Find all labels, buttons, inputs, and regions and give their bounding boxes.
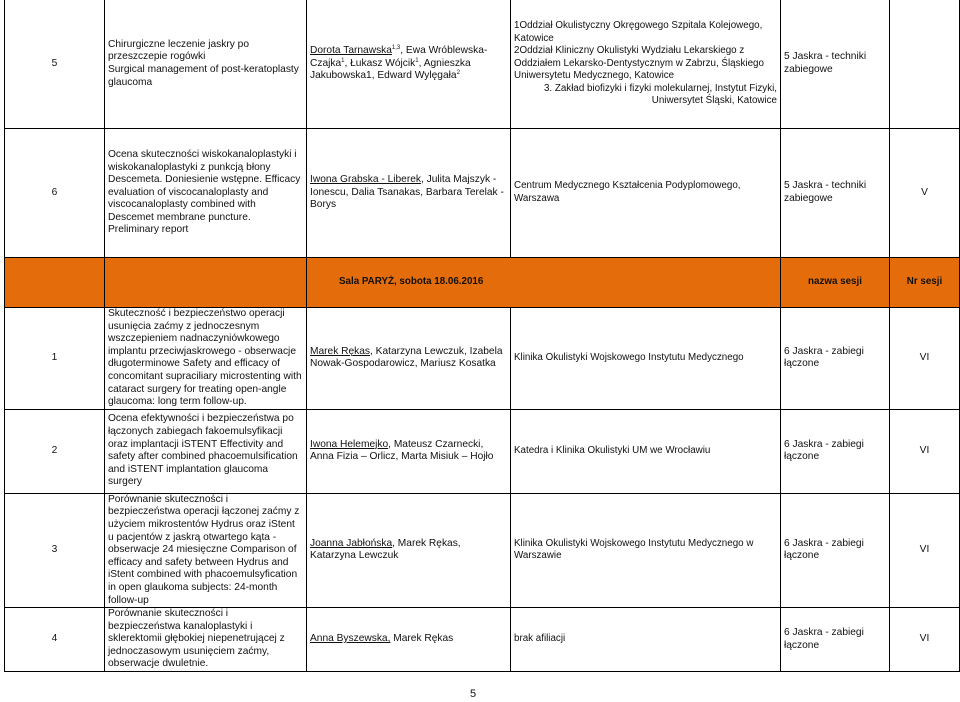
talk-row-6 [5,129,960,258]
presenting-author: Anna Byszewska, [310,633,391,645]
talk-title: Skuteczność i bezpieczeństwo operacji usunięcia zaćmy z jednoczesnym wszczepieniem nadnaczyniówkowego implantu przeciwjaskrowego - obserwacje długoterminowe Safety and efficacy of concomitant supraciliary microstenting with cataract surgery for treating open-angle glaucoma: long term follow-up. [105,308,307,410]
talk-title: Porównanie skuteczności i bezpieczeństwa kanaloplastyki i sklerektomii głębokiej niepenetrującej z jednoczasowym usunięciem zaćmy, obserwacje dwuletnie. [105,608,307,672]
room-date: Sala PARYŻ, sobota 18.06.2016 [307,258,781,308]
session-name: 6 Jaskra - zabiegi łączone [781,493,890,607]
session-header-row [5,258,960,308]
talk-number: 2 [5,409,105,493]
session-number: VI [890,409,960,493]
talk-authors: Anna Byszewska, Marek Rękas [307,608,511,672]
affiliation-1: 1Oddział Okulistyczny Okręgowego Szpitala Kolejowego, Katowice [514,19,763,44]
presenting-author: Marek Rękas [310,345,371,357]
talk-number: 3 [5,493,105,607]
talk-row-3 [5,493,960,607]
talk-title: Porównanie skuteczności i bezpieczeństwa operacji łączonej zaćmy z użyciem mikrostentów Hydrus oraz iStent u pacjentów z jaskrą otwartego kąta - obserwacje 24 miesięczne Comparison of efficacy and safety between Hydrus and iStent combined with phacoemulsyfication in open glaukoma subjects: 24-month follow-up [105,493,307,607]
talk-authors: Joanna Jabłońska, Marek Rękas, Katarzyna Lewczuk [307,493,511,607]
talk-authors: Dorota Tarnawska$^{1,3}$, Ewa Wróblewska-Czajka$^1$, Łukasz Wójcik$^1$, Agnieszka Jakubowska1, Edward Wylęgała$^2$ [307,0,511,129]
talk-title-en: Surgical management of post-keratoplasty glaucoma [108,64,299,88]
session-name: 5 Jaskra - techniki zabiegowe [781,129,890,258]
talk-affiliation: brak afiliacji [511,608,781,672]
session-number: VI [890,308,960,410]
talk-row-1 [5,308,960,410]
talk-number: 1 [5,308,105,410]
talk-number: 5 [5,0,105,129]
page-number: 5 [470,688,477,700]
session-name: 6 Jaskra - zabiegi łączone [781,608,890,672]
presenting-author: Joanna Jabłońska [310,537,393,549]
session-name: 6 Jaskra - zabiegi łączone [781,308,890,410]
schedule-table [4,0,960,672]
session-name-label: nazwa sesji [781,258,890,308]
session-number [890,0,960,129]
session-number: V [890,129,960,258]
talk-number: 4 [5,608,105,672]
talk-title [105,0,307,129]
talk-authors: Marek Rękas, Katarzyna Lewczuk, Izabela Nowak-Gospodarowicz, Mariusz Kosatka [307,308,511,410]
talk-affiliation: Klinika Okulistyki Wojskowego Instytutu Medycznego [511,308,781,410]
presenting-author: Iwona Grabska - Liberek [310,174,421,186]
session-number: VI [890,493,960,607]
talk-row-4 [5,608,960,672]
talk-title-pl: Chirurgiczne leczenie jaskry po przeszczepie rogówki [108,38,249,63]
session-number-label: Nr sesji [890,258,960,308]
presenting-author: Iwona Helemejko [310,438,389,450]
affiliation-2: 2Oddział Kliniczny Okulistyki Wydziału Lekarskiego z Oddziałem Lekarsko-Dentystycznym w Zabrzu, Śląskiego Uniwersytetu Medycznego, Katowice [514,45,764,82]
talk-title: Ocena efektywności i bezpieczeństwa po łączonych zabiegach fakoemulsyfikacji oraz implantacji iSTENT Effectivity and safety after combined phacoemulsification and iSTENT implantation glaucoma surgery [105,409,307,493]
talk-affiliation: Klinika Okulistyki Wojskowego Instytutu Medycznego w Warszawie [511,493,781,607]
talk-affiliation [511,0,781,129]
affiliation-3: 3. Zakład biofizyki i fizyki molekularnej, Instytut Fizyki, Uniwersytet Śląski, Katowice [543,82,777,107]
talk-title: Ocena skuteczności wiskokanaloplastyki i wiskokanaloplastyki z punkcją błony Descemeta. Doniesienie wstępne. Efficacy evaluation of viscocanaloplasty and viscocanaloplasty combined with Descemet membrane puncture. Preliminary report [105,129,307,258]
talk-row-2 [5,409,960,493]
presenting-author: Dorota Tarnawska [310,45,392,57]
session-name: 6 Jaskra - zabiegi łączone [781,409,890,493]
talk-affiliation: Katedra i Klinika Okulistyki UM we Wrocławiu [511,409,781,493]
talk-number: 6 [5,129,105,258]
session-number: VI [890,608,960,672]
talk-authors: Iwona Helemejko, Mateusz Czarnecki, Anna Fizia – Orlicz, Marta Misiuk – Hojło [307,409,511,493]
talk-authors: Iwona Grabska - Liberek, Julita Majszyk - Ionescu, Dalia Tsanakas, Barbara Terelak - Borys [307,129,511,258]
talk-affiliation: Centrum Medycznego Kształcenia Podyplomowego, Warszawa [511,129,781,258]
session-name: 5 Jaskra - techniki zabiegowe [781,0,890,129]
talk-row-5 [5,0,960,129]
